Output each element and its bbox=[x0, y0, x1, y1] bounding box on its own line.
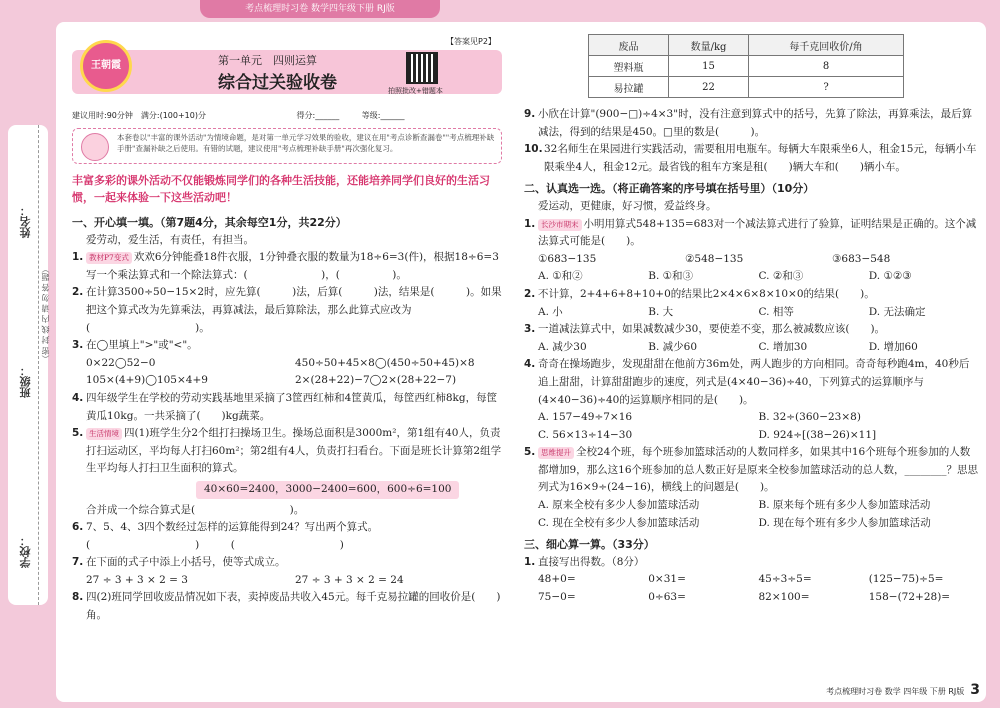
lead-text: 丰富多彩的课外活动不仅能锻炼同学们的各种生活技能，还能培养同学们良好的生活习惯，一起来体验一下这些活动吧！ bbox=[72, 174, 490, 204]
student-info-strip bbox=[8, 125, 48, 605]
choice-5: 5. 思维提升 全校24个班，每个班参加篮球活动的人数同样多，如果其中16个班每个班参加的人数都增加9，那么这16个班参加的总人数正好是原来全校参加篮球活动的总人数，________？思思列式为16×9÷(24−16)，横线上的问题是( )。 A. 原来全校有多少人参加篮球活动 B. 原来每个班有多少人参加篮球活动 C. 现在全校有多少人参加篮球活动 D. 现在每个班有多少人参加篮球活动 bbox=[524, 446, 979, 529]
exam-header bbox=[66, 22, 506, 102]
recycling-table bbox=[588, 34, 904, 98]
school-label: 学校： bbox=[19, 535, 32, 568]
question-2: 2. 在计算3500÷50−15×2时，应先算( )法，后算( )法，结果是( )。如果把这个算式改为先算乘法，再算减法，最后算除法，那么此算式应改为( )。 bbox=[72, 286, 502, 334]
qr-code-icon[interactable] bbox=[406, 52, 438, 84]
qr-caption: 拍照批改+错题本 bbox=[388, 87, 443, 95]
right-body bbox=[524, 106, 979, 607]
question-1: 1. 教材P7变式 欢欢6分钟能叠18件衣服，1分钟叠衣服的数量为18÷6=3(件)，根据18÷6=3写一个乘法算式和一个除法算式：( )，( )。 bbox=[72, 251, 499, 281]
seal-line bbox=[38, 125, 39, 605]
question-9: 9. 小欣在计算"(900−□)÷4×3"时，没有注意到算式中的括号，先算了除法，再算乘法，最后算减法，得到的结果是450。□里的数是( )。 bbox=[524, 108, 973, 138]
table-header-row: 废品 数量/kg 每千克回收价/角 bbox=[589, 35, 904, 56]
table-row: 塑料瓶 15 8 bbox=[589, 56, 904, 77]
question-7: 7. 在下面的式子中添上小括号，使等式成立。 27 ÷ 3 + 3 × 2 = 3 27 ÷ 3 + 3 × 2 = 24 bbox=[72, 556, 404, 586]
grade-field: 等级:______ bbox=[361, 111, 405, 120]
motto-2: 爱运动，更健康，好习惯，爱益终身。 bbox=[538, 199, 717, 212]
formula-box: 40×60=2400，3000−2400=600，600÷6=100 bbox=[196, 481, 459, 499]
choice-3: 3. 一道减法算式中，如果减数减少30，要使差不变，那么被减数应该( )。 A. 减少30 B. 减少60 C. 增加30 D. 增加60 bbox=[524, 323, 918, 353]
section-1 bbox=[72, 214, 504, 625]
section-heading: 一、开心填一填。（第7题4分，其余每空1分，共22分） bbox=[72, 216, 347, 229]
section-3-heading: 三、细心算一算。（33分） bbox=[524, 538, 655, 552]
seal-note: （密 封 线 内 请 勿 答 题） bbox=[41, 265, 50, 363]
page-number: 3 bbox=[970, 682, 980, 698]
name-label: 姓名： bbox=[19, 205, 32, 238]
question-4: 4. 四年级学生在学校的劳动实践基地里采摘了3筐西红柿和4筐黄瓜，每筐西红柿8kg，每筐黄瓜10kg。一共采摘了( )kg蔬菜。 bbox=[72, 391, 498, 422]
page-footer bbox=[826, 682, 980, 698]
calc-1: 1. 直接写出得数。（8分） 48+0= 0×31= 45÷3÷5= (125−75)÷5= 75−0= 0÷63= 82×100= 158−(72+28)= bbox=[524, 555, 951, 604]
class-label: 班级： bbox=[19, 365, 32, 398]
top-tab: 考点梳理时习卷 数学四年级下册 RJ版 bbox=[200, 0, 440, 18]
intro-box bbox=[72, 128, 502, 164]
exam-paper bbox=[56, 22, 986, 702]
question-5: 5. 生活情境 四(1)班学生分2个组打扫操场卫生。操场总面积是3000m²，第1组有40人，负责打扫运动区，平均每人打扫60m²；第2组有4人，负责打扫看台。下面是班长计算第2组学生平均每人打扫卫生面积的算式。 40×60=2400，3000−2400=600，600÷6=100 合并成一个综合算式是( )。 bbox=[72, 427, 502, 516]
motto: 爱劳动，爱生活，有责任，有担当。 bbox=[86, 233, 254, 246]
answer-reference: 【答案见P2】 bbox=[446, 37, 496, 46]
intro-text: 本套卷以"丰富的课外活动"为情境命题，是对第一单元学习效果的验收，建议在用"考点诊断查漏卷""考点梳理补缺手册"查漏补缺之后使用。有错的试题，建议使用"考点梳理补缺手册"再次强化复习。 bbox=[117, 133, 495, 153]
section-2-heading: 二、认真选一选。（将正确答案的序号填在括号里）（10分） bbox=[524, 182, 815, 196]
mascot-icon bbox=[81, 133, 109, 161]
choice-1: 1. 长沙市期末 小明用算式548+135=683对一个减法算式进行了验算，证明结果是正确的。这个减法算式可能是( )。 ①683−135 ②548−135 ③683−548 A. ①和② B. ①和③ C. ②和③ D. ①②③ bbox=[524, 217, 977, 283]
table-row: 易拉罐 22 ? bbox=[589, 77, 904, 98]
time-score-info: 建议用时:90分钟 满分:(100+10)分 bbox=[72, 111, 206, 120]
unit-label: 第一单元 四则运算 bbox=[218, 54, 317, 67]
choice-4: 4. 奇奇在操场跑步，发现甜甜在他前方36m处，两人跑步的方向相同。奇奇每秒跑4m，40秒后追上甜甜，计算甜甜跑步的速度，列式是(4×40−36)÷40，下列算式的运算顺序与(4×40−36)÷40的运算顺序相同的是( )。 A. 157−49÷7×16 B. 32÷(360−23×8) C. 56×13÷14−30 D. 924÷[(38−26)×11] bbox=[524, 358, 970, 441]
question-10: 10. 32名师生在果园进行实践活动，需要租用电瓶车。每辆大车限乘坐6人，租金15元，每辆小车限乘坐4人，租金12元。最省钱的租车方案是租( )辆大车和( )辆小车。 bbox=[524, 143, 977, 173]
page-title: 综合过关验收卷 bbox=[218, 73, 337, 93]
left-column bbox=[66, 22, 506, 622]
question-8: 8. 四(2)班同学回收废品情况如下表，卖掉废品共收入45元。每千克易拉罐的回收价是( )角。 bbox=[72, 591, 501, 622]
question-3: 3. 在◯里填上">"或"<"。 0×22◯52−0 450÷50+45×8◯(450÷50+45)×8 105×(4+9)◯105×4+9 2×(28+22)−7◯2×(28+22−7) bbox=[72, 339, 475, 387]
exam-meta bbox=[72, 110, 502, 121]
brand-logo: 王朝霞 bbox=[80, 40, 132, 92]
choice-2: 2. 不计算，2+4+6+8+10+0的结果比2×4×6×8×10×0的结果( )。 A. 小 B. 大 C. 相等 D. 无法确定 bbox=[524, 287, 926, 318]
score-field: 得分:______ bbox=[296, 111, 340, 120]
right-column bbox=[524, 22, 979, 604]
question-6: 6. 7、5、4、3四个数经过怎样的运算能得到24？写出两个算式。 ( ) ( ) bbox=[72, 521, 379, 551]
footer-text: 考点梳理时习卷 数学 四年级 下册 RJ版 bbox=[826, 687, 965, 696]
